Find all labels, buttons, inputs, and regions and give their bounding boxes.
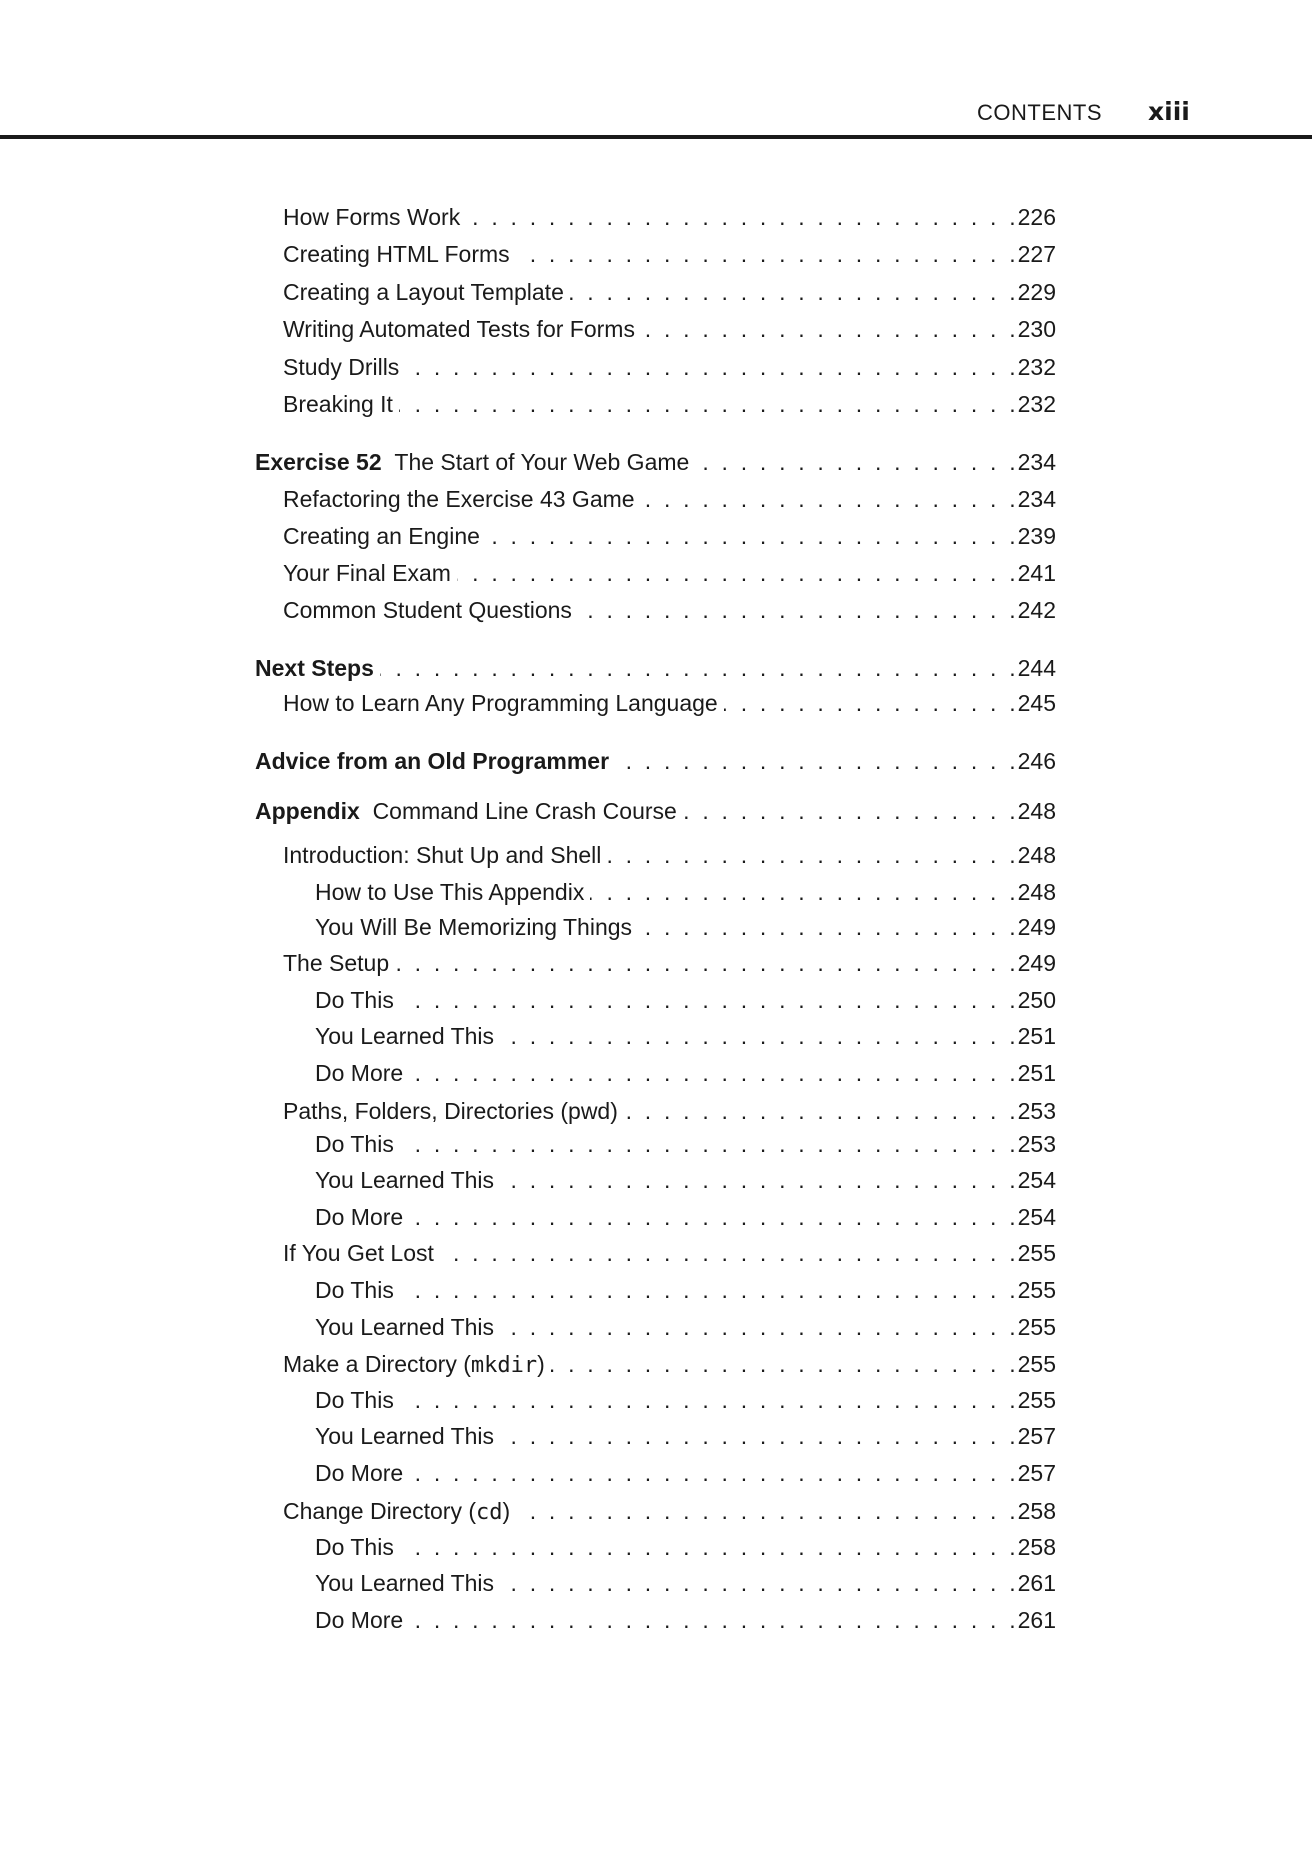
toc-subentry[interactable]: [315, 1385, 1056, 1415]
toc-entry-code: cd: [476, 1500, 503, 1525]
toc-entry-page: 248: [1017, 798, 1056, 824]
toc-entry[interactable]: [283, 352, 1056, 382]
toc-entry-page: 234: [1017, 449, 1056, 475]
toc-entry-page: 253: [1017, 1131, 1056, 1157]
toc-entry-page: 249: [1017, 914, 1056, 940]
toc-entry-page: 249: [1017, 950, 1056, 976]
toc-entry-title: How Forms Work: [283, 204, 461, 230]
toc-entry[interactable]: [283, 558, 1056, 588]
dot-leader: [500, 1568, 1016, 1598]
toc-entry-page: 229: [1017, 279, 1056, 305]
toc-entry-page: 255: [1017, 1351, 1056, 1377]
dot-leader: [500, 1021, 1016, 1051]
toc-entry-title: Introduction: Shut Up and Shell: [283, 842, 602, 868]
toc-entry-title: Paths, Folders, Directories (pwd): [283, 1098, 618, 1124]
toc-entry[interactable]: [283, 389, 1056, 419]
toc-subentry[interactable]: [315, 985, 1056, 1015]
toc-entry[interactable]: [283, 239, 1056, 269]
toc-entry-title: Do This: [315, 1534, 394, 1560]
toc-entry-title: Refactoring the Exercise 43 Game: [283, 486, 635, 512]
toc-entry[interactable]: [283, 484, 1056, 514]
toc-entry-title: Do More: [315, 1460, 404, 1486]
dot-leader: [409, 1202, 1015, 1232]
dot-leader: [516, 239, 1016, 269]
toc-subentry[interactable]: [315, 1568, 1056, 1598]
dot-leader: [641, 484, 1016, 514]
header-section-label: CONTENTS: [977, 100, 1102, 125]
toc-subentry[interactable]: [315, 1532, 1056, 1562]
toc-entry-title: How to Learn Any Programming Language: [283, 690, 718, 716]
toc-entry[interactable]: [283, 948, 1056, 978]
dot-leader: [466, 202, 1015, 232]
dot-leader: [409, 1058, 1015, 1088]
toc-entry-title-suffix: ): [502, 1498, 511, 1524]
toc-entry-title: Do This: [315, 1387, 394, 1413]
toc-entry[interactable]: [283, 688, 1056, 718]
toc-entry-page: 246: [1017, 748, 1056, 774]
toc-entry[interactable]: [283, 1496, 1056, 1526]
dot-leader: [683, 796, 1016, 826]
toc-subentry[interactable]: [315, 1275, 1056, 1305]
toc-entry-page: 227: [1017, 241, 1056, 267]
toc-entry-code: mkdir: [470, 1353, 538, 1378]
toc-entry-page: 226: [1017, 204, 1056, 230]
dot-leader: [380, 653, 1016, 683]
toc-entry-page: 255: [1017, 1277, 1056, 1303]
toc-entry-title: How to Use This Appendix: [315, 879, 585, 905]
toc-entry-title: Writing Automated Tests for Forms: [283, 316, 635, 342]
toc-entry-page: 254: [1017, 1167, 1056, 1193]
dot-leader: [409, 1605, 1015, 1635]
dot-leader: [500, 1312, 1016, 1342]
toc-entry-title: Do More: [315, 1060, 404, 1086]
dot-leader: [641, 314, 1016, 344]
toc-entry-title: The Setup: [283, 950, 390, 976]
toc-subentry[interactable]: [315, 1202, 1056, 1232]
dot-leader: [578, 595, 1016, 625]
toc-entry-title: Creating an Engine: [283, 523, 480, 549]
toc-entry-title: Command Line Crash Course: [372, 798, 677, 824]
toc-subentry[interactable]: [315, 1312, 1056, 1342]
toc-entry-page: 234: [1017, 486, 1056, 512]
dot-leader: [400, 1275, 1016, 1305]
toc-entry-page: 248: [1017, 842, 1056, 868]
toc-subentry[interactable]: [315, 1165, 1056, 1195]
toc-entry-title: You Learned This: [315, 1167, 495, 1193]
toc-entry[interactable]: [283, 202, 1056, 232]
toc-entry-page: 232: [1017, 391, 1056, 417]
toc-entry-title: Do This: [315, 1277, 394, 1303]
toc-subentry[interactable]: [315, 877, 1056, 907]
dot-leader: [400, 1385, 1016, 1415]
toc-entry-title: You Learned This: [315, 1023, 495, 1049]
toc-entry[interactable]: [283, 314, 1056, 344]
toc-entry-page: 254: [1017, 1204, 1056, 1230]
toc-chapter-entry[interactable]: [255, 796, 1056, 826]
toc-entry-page: 257: [1017, 1460, 1056, 1486]
toc-subentry[interactable]: [315, 1605, 1056, 1635]
toc-entry-title: You Learned This: [315, 1570, 495, 1596]
toc-entry-page: 245: [1017, 690, 1056, 716]
toc-entry-title: The Start of Your Web Game: [394, 449, 690, 475]
toc-entry-page: 242: [1017, 597, 1056, 623]
toc-entry-title: Creating HTML Forms: [283, 241, 510, 267]
dot-leader: [409, 1458, 1015, 1488]
toc-entry-title: Do More: [315, 1204, 404, 1230]
toc-chapter-label: Next Steps: [255, 655, 374, 681]
toc-entry-title: If You Get Lost: [283, 1240, 434, 1266]
toc-subentry[interactable]: [315, 1458, 1056, 1488]
dot-leader: [570, 277, 1016, 307]
toc-entry-title: You Will Be Memorizing Things: [315, 914, 633, 940]
toc-entry-page: 261: [1017, 1607, 1056, 1633]
dot-leader: [440, 1238, 1016, 1268]
toc-entry-page: 239: [1017, 523, 1056, 549]
toc-entry-page: 241: [1017, 560, 1056, 586]
toc-entry-page: 255: [1017, 1314, 1056, 1340]
dot-leader: [500, 1421, 1016, 1451]
dot-leader: [400, 985, 1016, 1015]
dot-leader: [399, 389, 1016, 419]
dot-leader: [724, 688, 1016, 718]
toc-entry-title: Your Final Exam: [283, 560, 451, 586]
dot-leader: [590, 877, 1015, 907]
toc-entry-page: 255: [1017, 1240, 1056, 1266]
toc-entry-title: Change Directory (: [283, 1498, 477, 1524]
toc-entry-title: Common Student Questions: [283, 597, 572, 623]
toc-entry-page: 261: [1017, 1570, 1056, 1596]
toc-chapter-entry[interactable]: [255, 746, 1056, 776]
toc-entry-title: Breaking It: [283, 391, 393, 417]
dot-leader: [638, 912, 1016, 942]
dot-leader: [516, 1496, 1015, 1526]
toc-subentry[interactable]: [315, 912, 1056, 942]
toc-entry-title: Creating a Layout Template: [283, 279, 564, 305]
toc-entry-title: Make a Directory (: [283, 1351, 471, 1377]
toc-entry-title: You Learned This: [315, 1423, 495, 1449]
toc-chapter-entry[interactable]: [255, 653, 1056, 683]
toc-entry-title-suffix: ): [537, 1351, 545, 1377]
toc-entry-page: 251: [1017, 1023, 1056, 1049]
dot-leader: [607, 840, 1015, 870]
toc-entry-title: Do More: [315, 1607, 404, 1633]
dot-leader: [551, 1349, 1016, 1379]
header-page-number: xiii: [1148, 97, 1190, 126]
dot-leader: [624, 1096, 1016, 1126]
dot-leader: [615, 746, 1016, 776]
toc-subentry[interactable]: [315, 1021, 1056, 1051]
toc-chapter-label: Appendix: [255, 798, 360, 824]
toc-chapter-label: Exercise 52: [255, 449, 382, 475]
toc-entry[interactable]: [283, 1349, 1056, 1379]
toc-entry[interactable]: [283, 1096, 1056, 1126]
toc-entry-page: 258: [1017, 1534, 1056, 1560]
toc-entry[interactable]: [283, 595, 1056, 625]
dot-leader: [400, 1532, 1016, 1562]
toc-entry-page: 250: [1017, 987, 1056, 1013]
toc-entry-page: 255: [1017, 1387, 1056, 1413]
toc-entry-page: 253: [1017, 1098, 1056, 1124]
toc-entry-page: 232: [1017, 354, 1056, 380]
toc-entry[interactable]: [283, 277, 1056, 307]
toc-entry-page: 258: [1017, 1498, 1056, 1524]
dot-leader: [395, 948, 1015, 978]
toc-subentry[interactable]: [315, 1129, 1056, 1159]
dot-leader: [457, 558, 1016, 588]
toc-entry[interactable]: [283, 1238, 1056, 1268]
toc-entry-page: 230: [1017, 316, 1056, 342]
toc-entry[interactable]: [283, 840, 1056, 870]
dot-leader: [486, 521, 1016, 551]
toc-chapter-label: Advice from an Old Programmer: [255, 748, 610, 774]
toc-entry-title: Do This: [315, 1131, 394, 1157]
dot-leader: [500, 1165, 1016, 1195]
dot-leader: [400, 1129, 1016, 1159]
toc-entry-page: 248: [1017, 879, 1056, 905]
dot-leader: [405, 352, 1015, 382]
running-header: [0, 0, 1312, 140]
toc-entry-title: You Learned This: [315, 1314, 495, 1340]
toc-subentry[interactable]: [315, 1058, 1056, 1088]
toc-subentry[interactable]: [315, 1421, 1056, 1451]
toc-chapter-entry[interactable]: [255, 447, 1056, 477]
toc-entry-page: 251: [1017, 1060, 1056, 1086]
toc-entry-page: 257: [1017, 1423, 1056, 1449]
header-rule: [0, 135, 1312, 139]
toc-entry-title: Do This: [315, 987, 394, 1013]
toc-entry[interactable]: [283, 521, 1056, 551]
toc-entry-page: 244: [1017, 655, 1056, 681]
toc-entry-title: Study Drills: [283, 354, 400, 380]
dot-leader: [695, 447, 1015, 477]
